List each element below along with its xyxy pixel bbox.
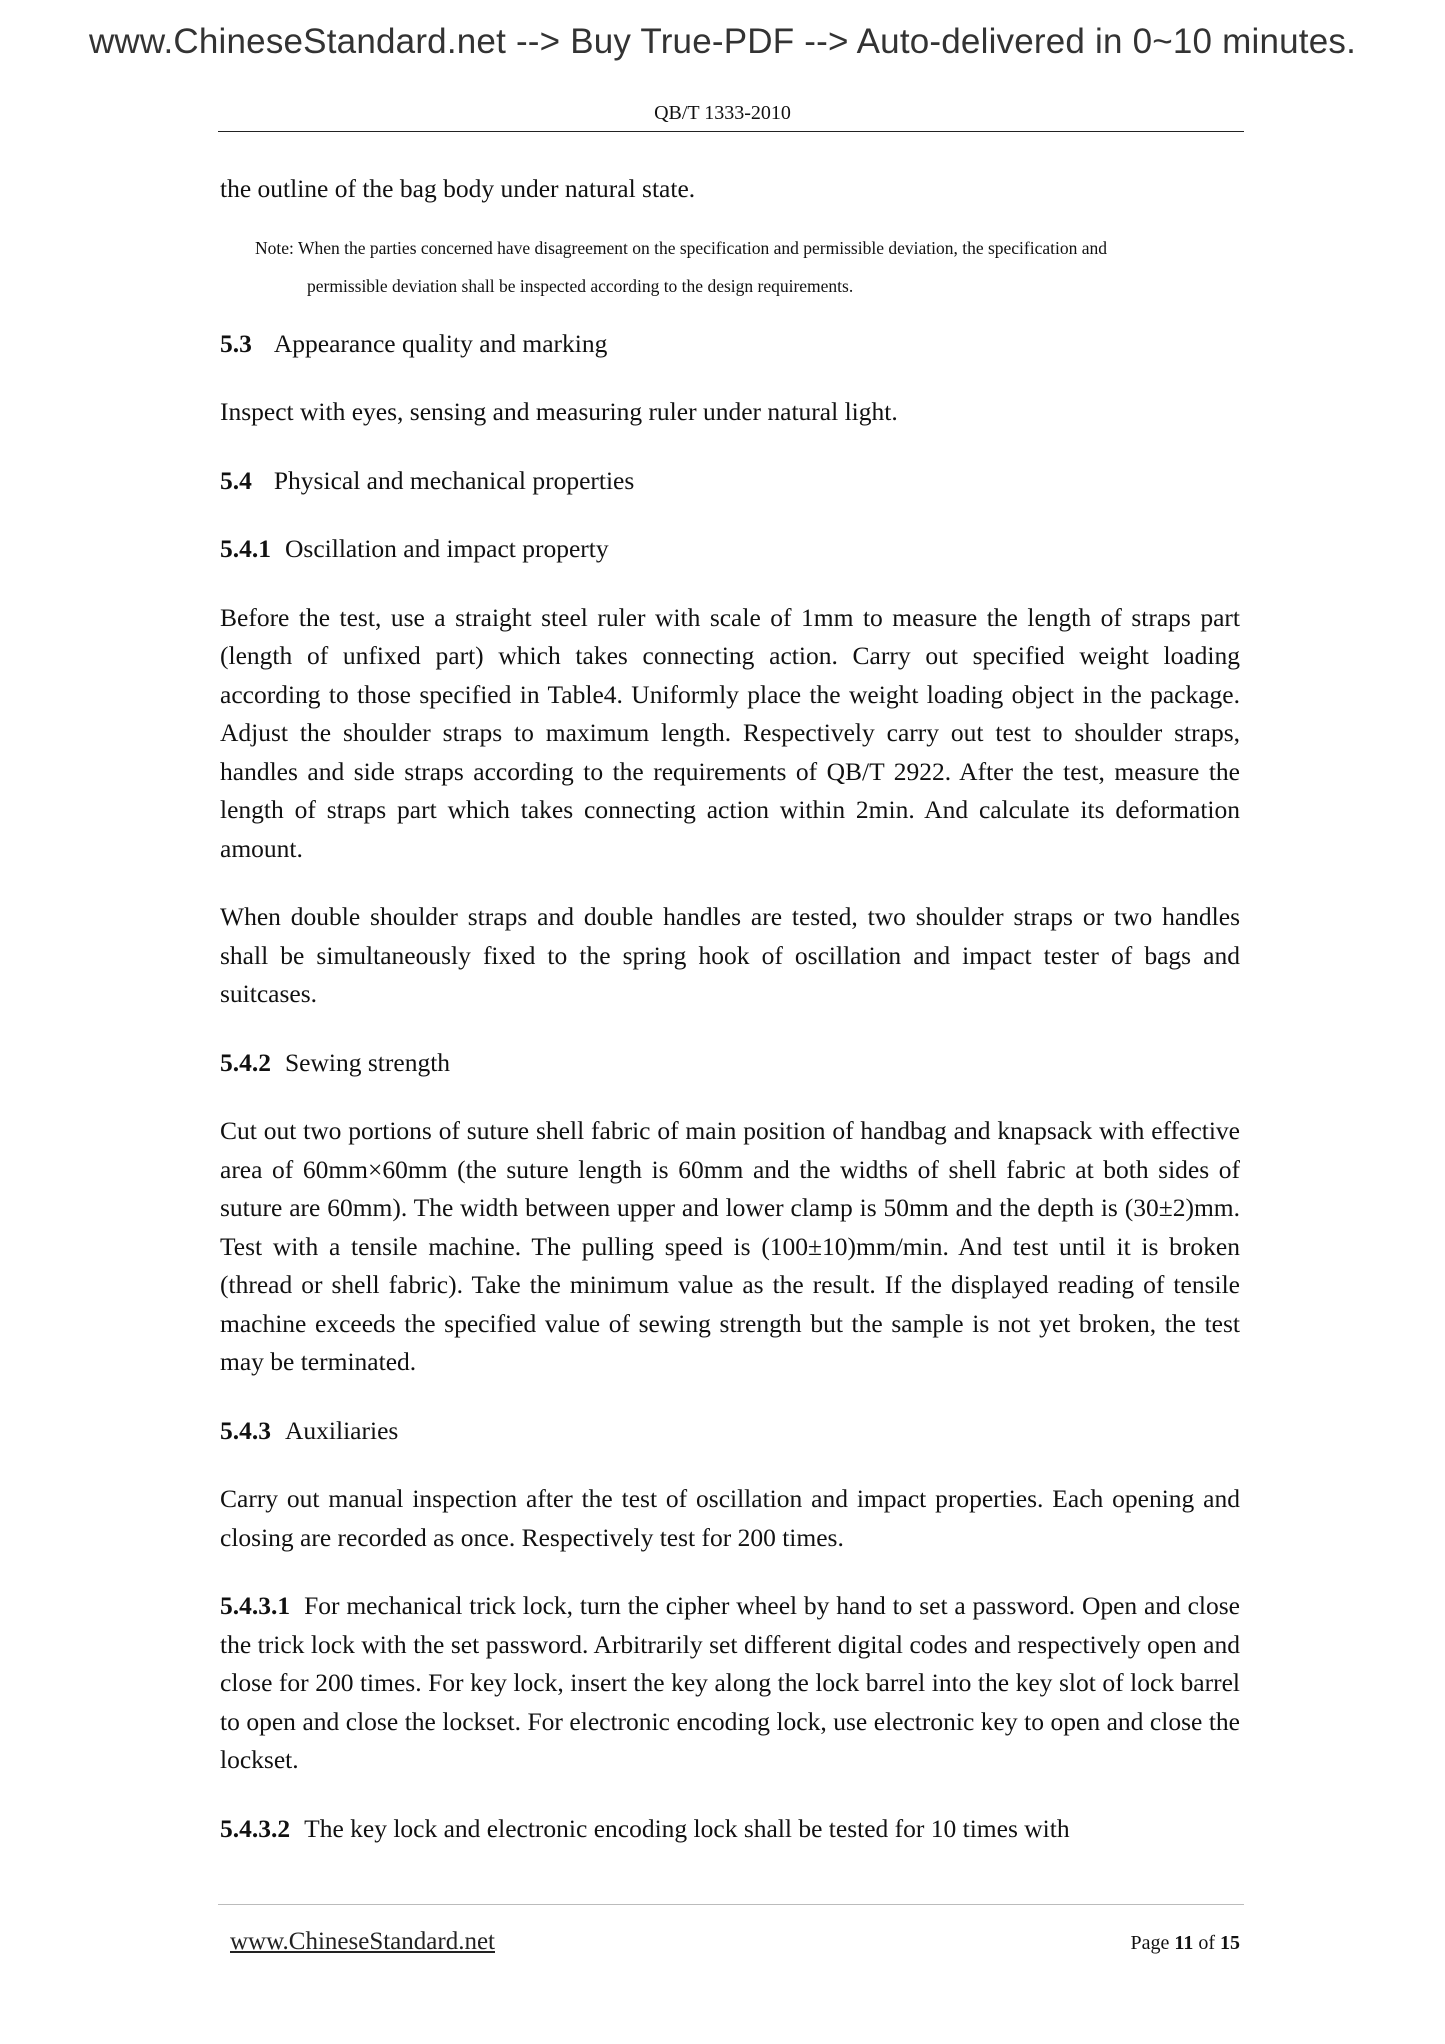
section-5-4-1-paragraph-2: When double shoulder straps and double handles are tested, two shoulder straps or two handles shall be simultaneously fixed to the spring hook of oscillation and impact tester of bags and suitcases. [220, 902, 1240, 1008]
section-title: Sewing strength [285, 1047, 451, 1077]
section-number: 5.4.1 [220, 534, 271, 563]
section-number: 5.4.3.1 [220, 1591, 291, 1620]
section-number: 5.3 [220, 328, 252, 358]
note [220, 229, 1240, 305]
footer-divider [218, 1904, 1244, 1905]
section-title: Physical and mechanical properties [273, 465, 635, 495]
section-text: The key lock and electronic encoding lock shall be tested for 10 times with [304, 1813, 1070, 1843]
section-5-3-text: Inspect with eyes, sensing and measuring ruler under natural light. [220, 397, 898, 426]
section-number: 5.4.3 [220, 1415, 271, 1445]
section-5-4-heading [220, 462, 1240, 501]
page-current: 11 [1174, 1932, 1194, 1954]
standard-code: QB/T 1333-2010 [654, 102, 791, 124]
page-total: 15 [1220, 1932, 1240, 1954]
section-text: For mechanical trick lock, turn the cipher wheel by hand to set a password. Open and close the trick lock with the set password. Arbitrarily set different digital codes and respectively open and close for 200 times. For key lock, insert the key along the lock barrel into the key slot of lock barrel to open and close the lockset. For electronic encoding lock, use electronic key to open and close the lockset. [220, 1591, 1240, 1774]
section-5-4-1-heading [220, 530, 1240, 569]
section-5-4-3-paragraph: Carry out manual inspection after the test of oscillation and impact properties. Each opening and closing are recorded as once. Respectively test for 200 times. [220, 1484, 1240, 1552]
section-number: 5.4.3.2 [220, 1813, 291, 1843]
section-5-4-2-heading [220, 1044, 1240, 1083]
section-number: 5.4 [220, 465, 252, 495]
section-5-4-2-paragraph: Cut out two portions of suture shell fabric of main position of handbag and knapsack with effective area of 60mm×60mm (the suture length is 60mm and the widths of shell fabric at both sides of suture are 60mm). The width between upper and lower clamp is 50mm and the depth is (30±2)mm. Test with a tensile machine. The pulling speed is (100±10)mm/min. And test until it is broken (thread or shell fabric). Take the minimum value as the result. If the displayed reading of tensile machine exceeds the specified value of sewing strength but the sample is not yet broken, the test may be terminated. [220, 1116, 1240, 1376]
header-divider [218, 131, 1244, 132]
note-line-2: permissible deviation shall be inspected according to the design requirements. [307, 275, 854, 296]
page-of: of [1198, 1932, 1215, 1954]
note-line-1: Note: When the parties concerned have disagreement on the specification and permissible deviation, the specification and [255, 237, 1108, 258]
page-label: Page [1130, 1932, 1170, 1954]
header-banner: www.ChineseStandard.net --> Buy True-PDF --> Auto-delivered in 0~10 minutes. [88, 22, 1357, 61]
section-title: Appearance quality and marking [273, 328, 608, 358]
section-title: Oscillation and impact property [285, 534, 609, 563]
page-number [1131, 1932, 1240, 1955]
page-content [220, 170, 1240, 1848]
section-5-3-heading [220, 325, 1240, 364]
section-5-4-1-paragraph-1: Before the test, use a straight steel ruler with scale of 1mm to measure the length of straps part (length of unfixed part) which takes connecting action. Carry out specified weight loading according to those specified in Table4. Uniformly place the weight loading object in the package. Adjust the shoulder straps to maximum length. Respectively carry out test to shoulder straps, handles and side straps according to the requirements of QB/T 2922. After the test, measure the length of straps part which takes connecting action within 2min. And calculate its deformation amount. [220, 602, 1240, 863]
section-5-4-3-heading [220, 1412, 1240, 1451]
section-5-4-3-2 [220, 1810, 1240, 1849]
section-title: Auxiliaries [285, 1415, 399, 1445]
section-5-4-3-1 [220, 1587, 1240, 1780]
footer-website-link[interactable]: www.ChineseStandard.net [230, 1928, 495, 1955]
section-number: 5.4.2 [220, 1047, 271, 1077]
intro-text: the outline of the bag body under natural state. [220, 174, 696, 203]
